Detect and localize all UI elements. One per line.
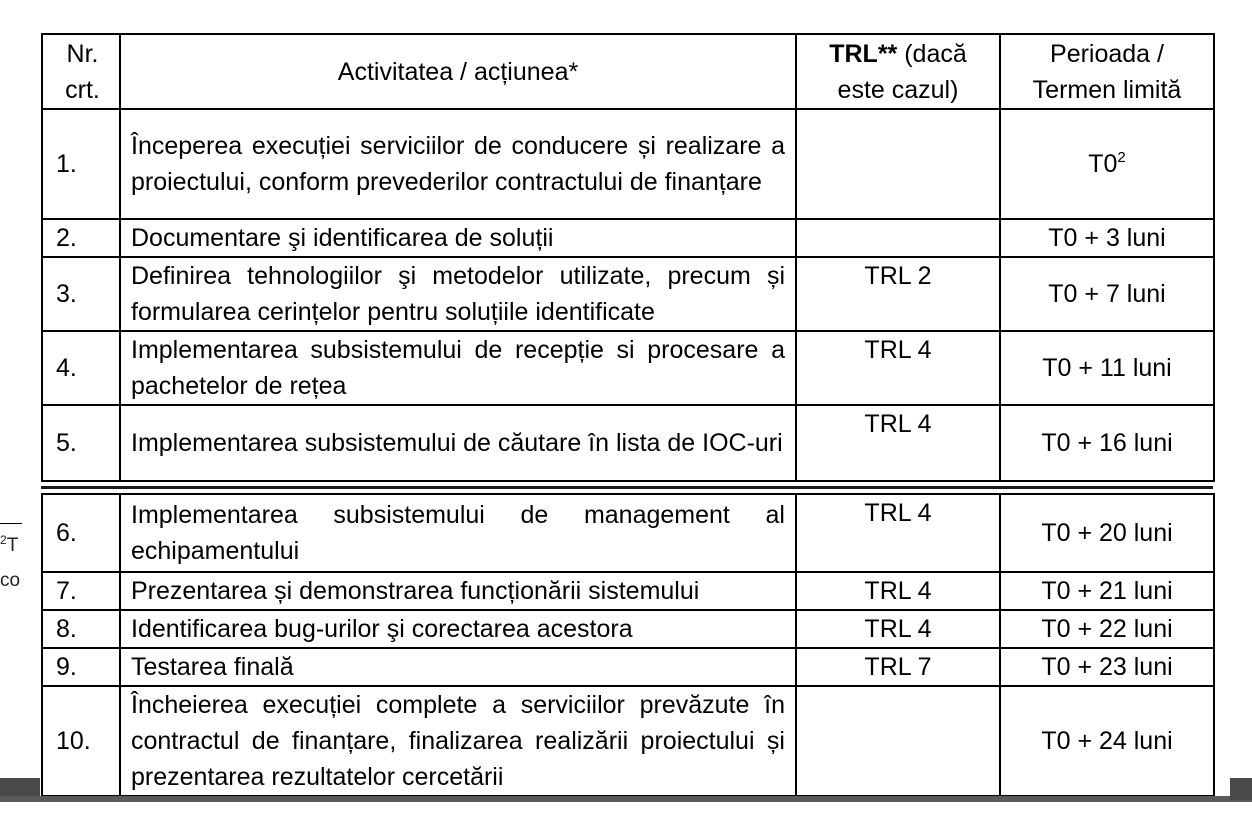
row-term: T0 + 21 luni — [1000, 572, 1214, 610]
row-activity: Documentare şi identificarea de soluții — [120, 219, 796, 257]
row-activity: Încheierea execuției complete a serviciilor prevăzute în contractul de finanțare, finalizarea realizării proiectului și prezentarea rezultatelor cercetării — [120, 686, 796, 796]
row-activity: Începerea execuției serviciilor de conducere și realizare a proiectului, conform prevederilor contractului de finanțare — [120, 109, 796, 219]
page-break-line — [41, 486, 1213, 489]
row-trl: TRL 4 — [796, 494, 1000, 572]
row-term: T0 + 3 luni — [1000, 219, 1214, 257]
row-trl: TRL 4 — [796, 331, 1000, 405]
table-row — [42, 494, 1214, 572]
table-row — [42, 648, 1214, 686]
row-number: 5. — [42, 405, 120, 481]
table-header-row — [42, 34, 1214, 109]
row-term: T0 + 16 luni — [1000, 405, 1214, 481]
row-number: 2. — [42, 219, 120, 257]
footnote-ref: 2 — [1117, 149, 1126, 166]
row-trl — [796, 109, 1000, 219]
header-period: Perioada / Termen limită — [1000, 34, 1214, 109]
row-trl: TRL 4 — [796, 405, 1000, 481]
header-trl — [796, 34, 1000, 109]
row-term: T0 + 11 luni — [1000, 331, 1214, 405]
activities-table-part2 — [41, 493, 1215, 797]
row-number: 10. — [42, 686, 120, 796]
activities-table-part1 — [41, 33, 1215, 482]
page-edge-bar-right — [1230, 778, 1252, 800]
header-trl-note: (dacă este cazul) — [837, 39, 967, 104]
footnote-line-1 — [0, 535, 18, 557]
footnote-line-2: co — [0, 570, 21, 591]
row-activity: Implementarea subsistemului de căutare în lista de IOC-uri — [120, 405, 796, 481]
table-row — [42, 610, 1214, 648]
row-term: T0 + 7 luni — [1000, 257, 1214, 331]
row-number: 7. — [42, 572, 120, 610]
row-number: 4. — [42, 331, 120, 405]
row-number: 9. — [42, 648, 120, 686]
table-row — [42, 257, 1214, 331]
row-number: 3. — [42, 257, 120, 331]
footnote-marker: 2 — [0, 533, 7, 547]
row-trl — [796, 219, 1000, 257]
footnote-text-1: T — [6, 535, 19, 556]
row-trl — [796, 686, 1000, 796]
row-trl: TRL 4 — [796, 572, 1000, 610]
row-number: 6. — [42, 494, 120, 572]
row-trl: TRL 4 — [796, 610, 1000, 648]
row-activity: Testarea finală — [120, 648, 796, 686]
row-term: T0 + 23 luni — [1000, 648, 1214, 686]
row-trl: TRL 7 — [796, 648, 1000, 686]
row-activity: Identificarea bug-urilor şi corectarea acestora — [120, 610, 796, 648]
row-activity: Implementarea subsistemului de management al echipamentului — [120, 494, 796, 572]
table-row — [42, 109, 1214, 219]
row-term-base: T0 — [1088, 150, 1118, 178]
row-term: T0 + 20 luni — [1000, 494, 1214, 572]
row-activity: Implementarea subsistemului de recepție si procesare a pachetelor de rețea — [120, 331, 796, 405]
footnote-rule — [0, 523, 22, 524]
table-row — [42, 572, 1214, 610]
table-row — [42, 219, 1214, 257]
header-nr-crt: Nr. crt. — [42, 34, 120, 109]
header-activity: Activitatea / acțiunea* — [120, 34, 796, 109]
table-row — [42, 405, 1214, 481]
row-activity: Definirea tehnologiilor şi metodelor utilizate, precum și formularea cerințelor pentru soluțiile identificate — [120, 257, 796, 331]
table-row — [42, 686, 1214, 796]
table-row — [42, 331, 1214, 405]
row-number: 1. — [42, 109, 120, 219]
row-term: T0 + 24 luni — [1000, 686, 1214, 796]
page-edge-bar — [0, 796, 1252, 802]
row-term — [1000, 109, 1214, 219]
row-activity: Prezentarea și demonstrarea funcționării sistemului — [120, 572, 796, 610]
row-term: T0 + 22 luni — [1000, 610, 1214, 648]
row-number: 8. — [42, 610, 120, 648]
header-trl-label: TRL** — [829, 39, 898, 68]
row-trl: TRL 2 — [796, 257, 1000, 331]
